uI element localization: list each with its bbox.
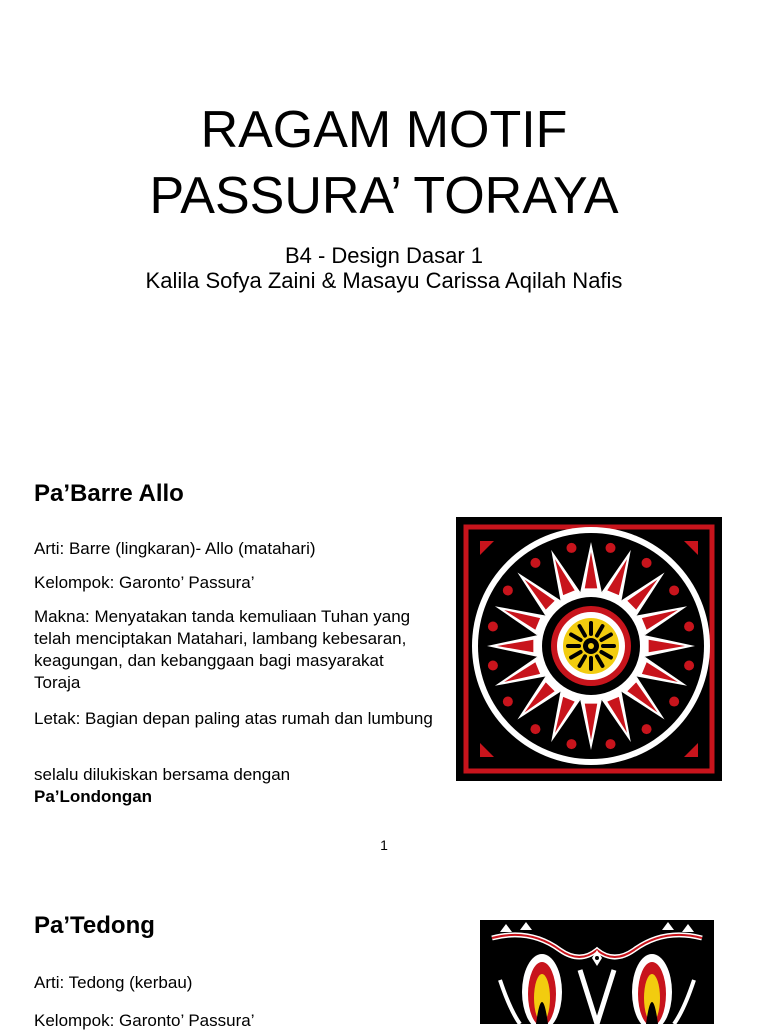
motif-kelompok: Kelompok: Garonto’ Passura’ <box>34 573 255 592</box>
page-title-line-2: PASSURA’ TORAYA <box>149 167 619 225</box>
pa-barre-allo-motif-image <box>456 517 722 781</box>
motif-arti: Arti: Barre (lingkaran)- Allo (matahari) <box>34 539 316 558</box>
page-title-line-1: RAGAM MOTIF <box>200 101 568 159</box>
motif-note <box>34 764 434 808</box>
motif-letak: Letak: Bagian depan paling atas rumah dan lumbung <box>34 709 433 728</box>
motif-heading-pa-barre-allo: Pa’Barre Allo <box>34 480 184 507</box>
motif-heading-pa-tedong: Pa’Tedong <box>34 912 155 939</box>
subtitle-authors: Kalila Sofya Zaini & Masayu Carissa Aqilah Nafis <box>145 268 623 293</box>
pa-tedong-motif-image <box>480 920 714 1024</box>
motif2-arti: Arti: Tedong (kerbau) <box>34 973 193 992</box>
motif-makna: Makna: Menyatakan tanda kemuliaan Tuhan yang telah menciptakan Matahari, lambang kebesaran, keagungan, dan kebanggaan bagi masyarakat Toraja <box>34 607 411 692</box>
motif2-kelompok: Kelompok: Garonto’ Passura’ <box>34 1011 255 1030</box>
page-number: 1 <box>380 837 388 853</box>
motif-note-companion: Pa’Londongan <box>34 787 153 806</box>
subtitle-course: B4 - Design Dasar 1 <box>284 243 484 268</box>
motif-note-text: selalu dilukiskan bersama dengan <box>34 765 291 784</box>
